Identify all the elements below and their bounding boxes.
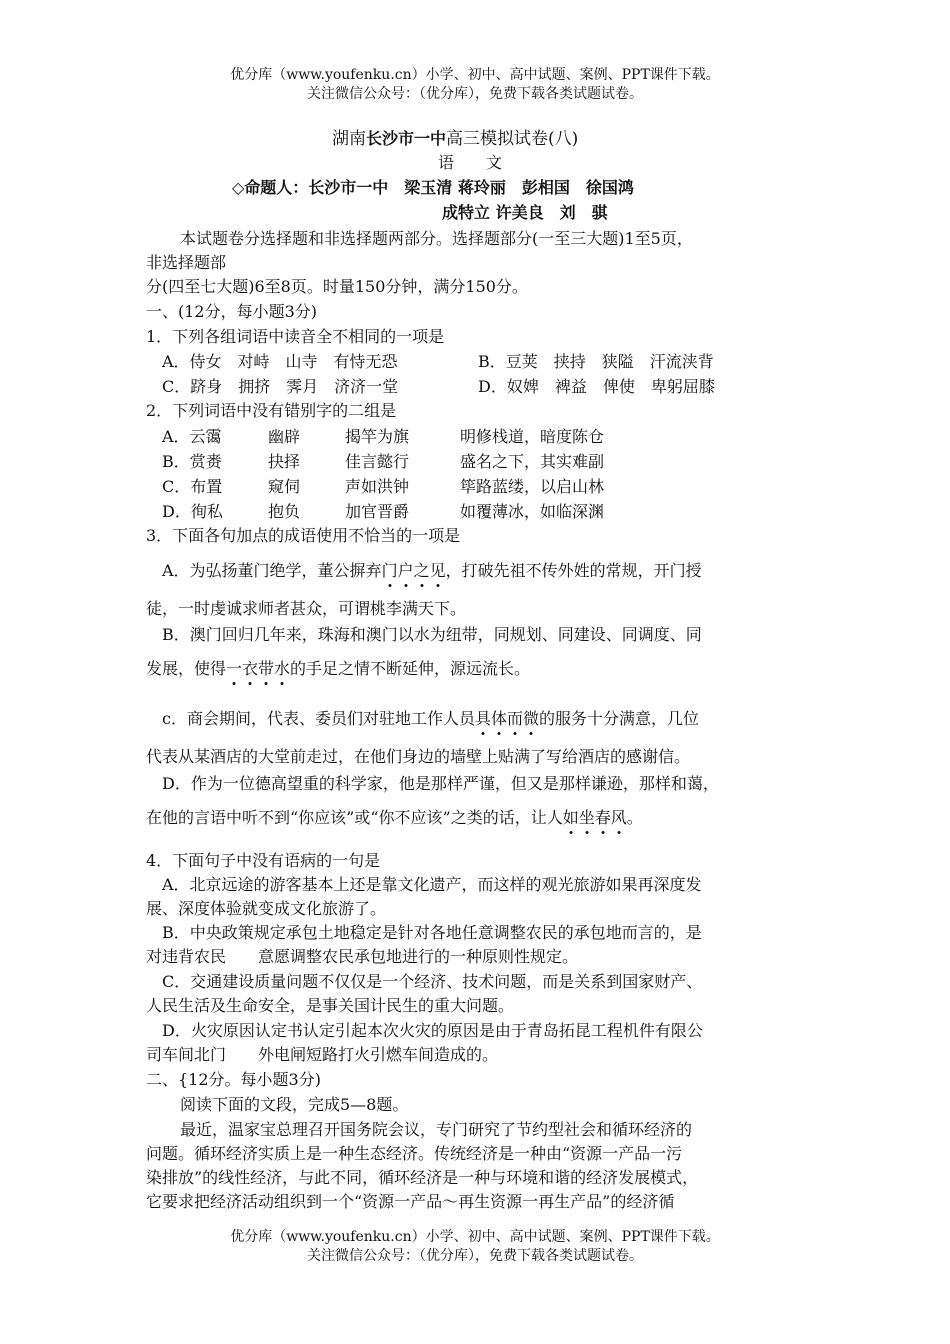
q3-option-d-line-2: 在他的言语中听不到“你应该”或“你不应该”之类的话，让人如坐春风。 [146,807,643,829]
q2-option-d-4: 如覆薄冰，如临深渊 [460,502,605,521]
section-2-instruction: 阅读下面的文段，完成5—8题。 [180,1095,409,1114]
footer-line-2: 关注微信公众号：（优分库），免费下载各类试题试卷。 [307,1248,643,1264]
q2-option-a-3: 揭竿为旗 [345,427,410,446]
dotted-idiom-b: 一衣带水 [226,659,290,686]
subject-title: 语 文 [438,153,503,172]
q3-option-c-line-2: 代表从某酒店的大堂前走过，在他们身边的墙壁上贴满了写给酒店的感谢信。 [146,747,691,766]
q2-option-a-4: 明修栈道，暗度陈仓 [460,427,605,446]
q2-option-b-3: 佳言懿行 [345,452,410,471]
q2-option-c-3: 声如洪钟 [345,477,410,496]
q2-option-c-4: 筚路蓝缕，以启山林 [460,477,605,496]
dotted-idiom-a: 门户之见 [382,561,446,588]
header-line-1: 优分库（www.youfenku.cn）小学、初中、高中试题、案例、PPT课件下载。 [230,67,720,83]
q2-option-d-1: D．徇私 [162,502,223,521]
q2-option-d-2: 抱负 [268,502,301,521]
passage-line-1: 最近，温家宝总理召开国务院会议，专门研究了节约型社会和循环经济的 [180,1120,693,1139]
q2-option-c-1: C．布置 [162,477,223,496]
q4-option-b-line-1: B．中央政策规定承包土地稳定是针对各地任意调整农民的承包地而言的，是 [162,923,702,942]
q2-option-b-2: 抉择 [268,452,301,471]
dotted-idiom-d: 如坐春风 [563,808,627,835]
q3-option-b-line-1: B．澳门回归几年来，珠海和澳门以水为纽带，同规划、同建设、同调度、同 [162,625,702,644]
section-2-heading: 二、{12分。每小题3分) [146,1070,321,1089]
q2-stem: 2．下列词语中没有错别字的二组是 [146,401,397,420]
q3-option-a-line-1: A．为弘扬董门绝学，董公摒弃门户之见，打破先祖不传外姓的常规，开门授 [162,560,702,582]
q3-option-a-line-2: 徒，一时虔诚求师者甚众，可谓桃李满天下。 [146,599,467,618]
q1-stem: 1．下列各组词语中读音全不相同的一项是 [146,327,445,346]
q1-option-c: C．跻身 拥挤 霁月 济济一堂 [162,377,399,396]
q4-option-a-line-2: 展、深度体验就变成文化旅游了。 [146,899,387,918]
section-1-heading: 一、(12分，每小题3分) [146,302,318,321]
passage-line-4: 它要求把经济活动组织到一个“资源一产品～再生资源一再生产品”的经济循 [146,1192,675,1211]
q4-option-a-line-1: A．北京远途的游客基本上还是靠文化遗产，而这样的观光旅游如果再深度发 [162,875,702,894]
intro-line-2: 非选择题部 [146,253,227,272]
q3-option-c-line-1: c．商会期间，代表、委员们对驻地工作人员具体而微的服务十分满意，几位 [162,708,699,730]
header-line-2: 关注微信公众号：（优分库），免费下载各类试题试卷。 [307,86,643,102]
passage-line-2: 问题。循环经济实质上是一种生态经济。传统经济是一种由“资源一产品一污 [146,1144,683,1163]
page-footer [0,1228,950,1266]
authors-line-2: 成特立 许美良 刘 骐 [442,203,608,222]
q2-option-b-4: 盛名之下，其实难副 [460,452,605,471]
q2-option-d-3: 加官晋爵 [345,502,410,521]
q4-option-b-line-2: 对违背农民 意愿调整农民承包地进行的一种原则性规定。 [146,947,579,966]
q3-option-b-line-2: 发展，使得一衣带水的手足之情不断延伸，源远流长。 [146,658,530,680]
q3-option-d-line-1: D．作为一位德高望重的科学家，他是那样严谨，但又是那样谦逊，那样和蔼， [162,774,719,793]
exam-title: 湖南长沙市一中高三模拟试卷(八) [332,129,579,149]
q2-option-a-2: 幽辟 [268,427,301,446]
q1-option-b: B．豆荚 挟持 狭隘 汗流浃背 [478,352,714,371]
intro-line-3: 分(四至七大题)6至8页。时量150分钟，满分150分。 [146,277,528,296]
q4-option-d-line-2: 司车间北门 外电闸短路打火引燃车间造成的。 [146,1045,499,1064]
authors-line-1: ◇命题人：长沙市一中 梁玉清 蒋玲丽 彭相国 徐国鸿 [232,178,634,197]
q2-option-a-1: A．云霭 [162,427,222,446]
q1-option-d: D．奴婢 裨益 俾使 卑躬屈膝 [478,377,715,396]
passage-line-3: 染排放”的线性经济，与此不同，循环经济是一种与环境和谐的经济发展模式， [146,1168,699,1187]
q4-option-d-line-1: D．火灾原因认定书认定引起本次火灾的原因是由于青岛拓昆工程机件有限公 [162,1021,703,1040]
q2-option-b-1: B．赏赉 [162,452,222,471]
q1-option-a: A．侍女 对峙 山寺 有恃无恐 [162,352,398,371]
intro-line-1: 本试题卷分选择题和非选择题两部分。选择题部分(一至三大题)1至5页， [180,229,693,248]
q2-option-c-2: 窥伺 [268,477,301,496]
q4-stem: 4．下面句子中没有语病的一句是 [146,851,381,870]
dotted-idiom-c: 具体而微 [475,709,539,736]
page-header [0,66,950,104]
q4-option-c-line-2: 人民生活及生命安全，是事关国计民生的重大问题。 [146,996,515,1015]
q3-stem: 3．下面各句加点的成语使用不恰当的一项是 [146,526,461,545]
q4-option-c-line-1: C．交通建设质量问题不仅仅是一个经济、技术问题，而是关系到国家财产、 [162,972,703,991]
footer-line-1: 优分库（www.youfenku.cn）小学、初中、高中试题、案例、PPT课件下载。 [230,1229,720,1245]
